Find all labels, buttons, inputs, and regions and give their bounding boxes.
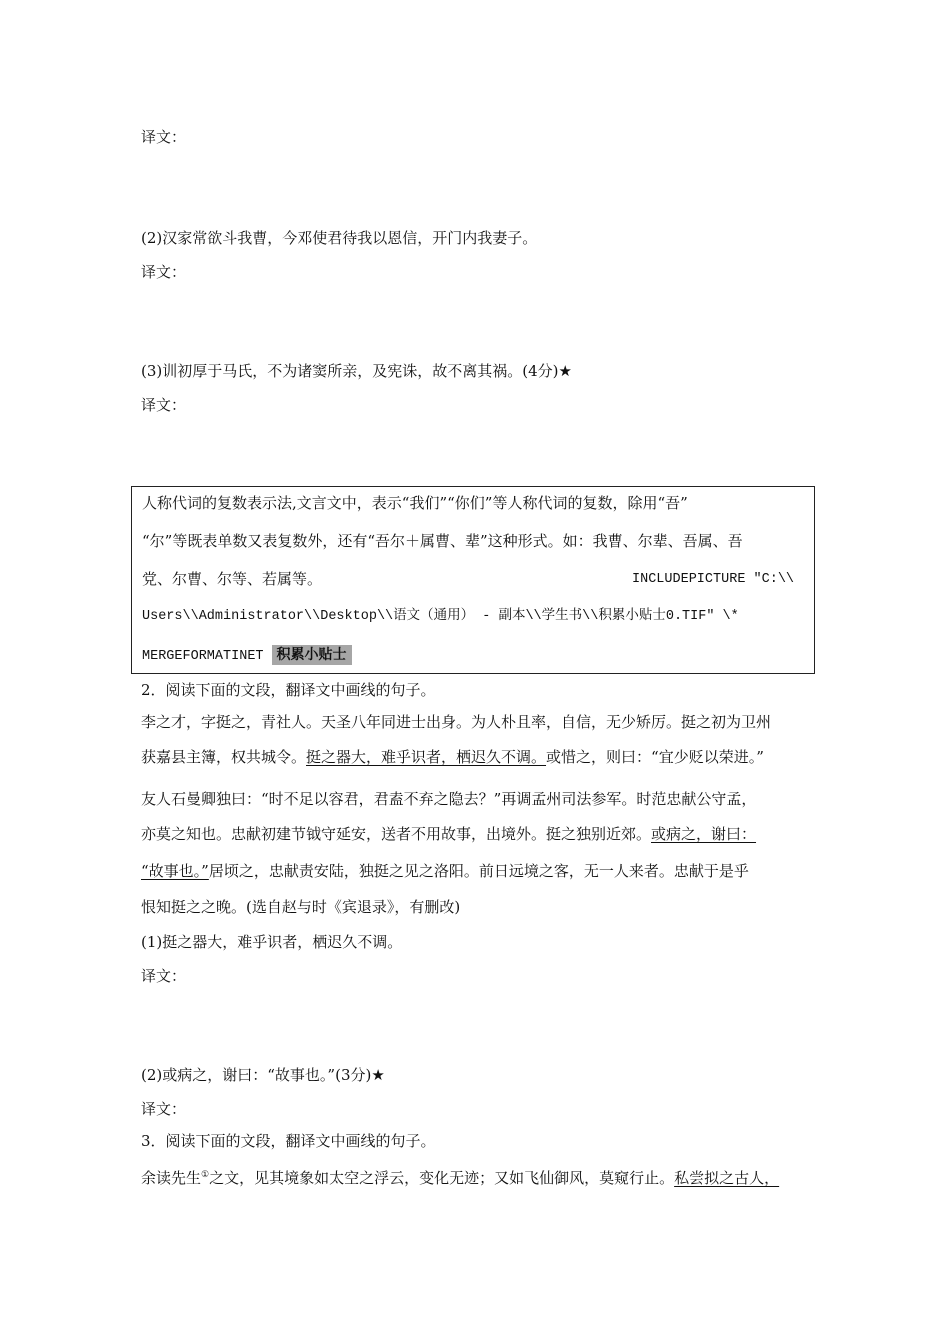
passage-line: 李之才，字挺之，青社人。天圣八年同进士出身。为人朴且率，自信，无少矫厉。挺之初为卫州 <box>141 713 772 731</box>
passage-text: 或惜之，则曰：“宜少贬以荣进。” <box>546 748 764 766</box>
passage-line: 友人石曼卿独曰：“时不足以容君，君盍不弃之隐去？”再调孟州司法参军。时范忠献公守孟， <box>141 790 757 808</box>
passage-text: 之文，见其境象如太空之浮云，变化无迹；又如飞仙御风，莫窥行止。 <box>209 1169 675 1187</box>
passage-text: 获嘉县主簿，权共城令。 <box>141 748 307 766</box>
sub-question-2 <box>141 1065 385 1085</box>
question-3-sentence: (3)训初厚于马氏，不为诸窦所亲，及宪诛，故不离其祸。(4分) <box>141 362 559 380</box>
translation-label: 译文： <box>141 967 187 985</box>
passage-line <box>141 747 764 767</box>
underlined-sentence: “故事也。” <box>141 862 209 880</box>
tips-badge: 积累小贴士 <box>272 645 352 665</box>
translation-label: 译文： <box>141 1100 187 1118</box>
note-line-5 <box>142 644 352 667</box>
star-icon: ★ <box>371 1066 385 1084</box>
footnote-marker: ① <box>201 1170 210 1180</box>
note-field-path: Users\\Administrator\\Desktop\\语文（通用） - 副本\\学生书\\积累小贴士0.TIF" \* <box>142 609 739 624</box>
passage-line <box>141 824 756 844</box>
note-line-1: 人称代词的复数表示法,文言文中，表示“我们”“你们”等人称代词的复数，除用“吾” <box>142 494 688 512</box>
question-3-text <box>141 361 572 381</box>
translation-label: 译文： <box>141 396 187 414</box>
passage-text: 余读先生 <box>141 1169 202 1187</box>
sub-question-2-text: (2)或病之，谢曰：“故事也。”(3分) <box>141 1066 372 1084</box>
sub-question-1: (1)挺之器大，难乎识者，栖迟久不调。 <box>141 933 403 951</box>
underlined-sentence: 或病之，谢曰： <box>651 825 757 843</box>
note-field-code: INCLUDEPICTURE "C:\\ <box>632 572 795 587</box>
passage-line <box>141 1165 779 1188</box>
passage-line <box>141 861 749 881</box>
question-2-text: (2)汉家常欲斗我曹，今邓使君待我以恩信，开门内我妻子。 <box>141 229 538 247</box>
passage-text: 居顷之，忠献责安陆，独挺之见之洛阳。前日远境之客，无一人来者。忠献于是乎 <box>208 862 749 880</box>
section-2-heading: 2．阅读下面的文段，翻译文中画线的句子。 <box>141 681 436 699</box>
passage-line: 恨知挺之之晚。(选自赵与时《宾退录》，有删改) <box>141 898 461 916</box>
note-line-3: 党、尔曹、尔等、若属等。 <box>142 570 323 588</box>
underlined-sentence: 挺之器大，难乎识者，栖迟久不调。 <box>306 748 547 766</box>
underlined-sentence: 私尝拟之古人， <box>674 1169 780 1187</box>
translation-label: 译文： <box>141 263 187 281</box>
note-line-2: “尔”等既表单数又表复数外，还有“吾尔＋属曹、辈”这种形式。如：我曹、尔辈、吾属、吾 <box>142 532 743 550</box>
section-3-heading: 3．阅读下面的文段，翻译文中画线的句子。 <box>141 1132 436 1150</box>
note-field-switch: MERGEFORMATINET <box>142 649 264 664</box>
translation-label: 译文： <box>141 128 187 146</box>
star-icon: ★ <box>558 362 572 380</box>
passage-text: 亦莫之知也。忠献初建节钺守延安，送者不用故事，出境外。挺之独别近郊。 <box>141 825 652 843</box>
note-box <box>131 486 815 674</box>
